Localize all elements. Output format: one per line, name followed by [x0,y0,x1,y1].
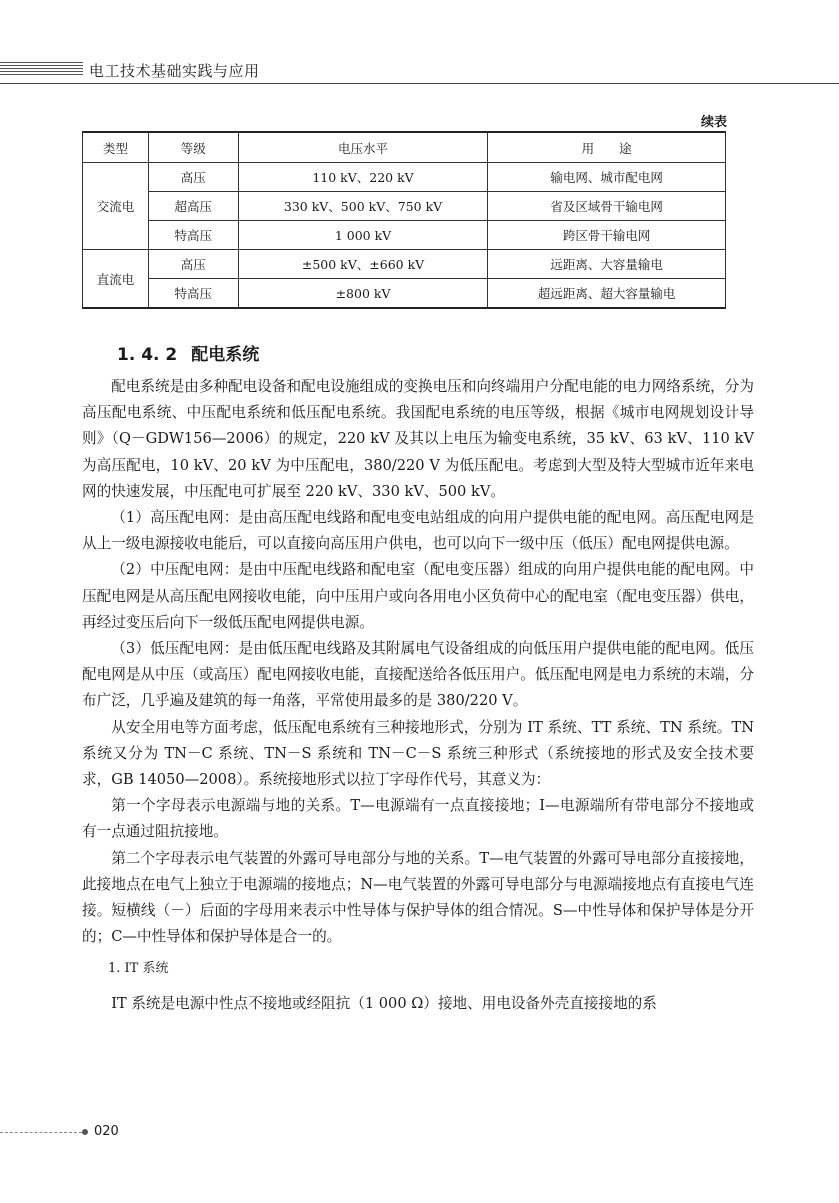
voltage-cell: ±500 kV、±660 kV [238,250,488,279]
subheading: 1. IT 系统 [108,961,169,977]
paragraph: （1）高压配电网：是由高压配电线路和配电变电站组成的向用户提供电能的配电网。高压配电网是从上一级电源接收电能后，可以直接向高压用户供电，也可以向下一级中压（低压）配电网提供电源。 [82,509,754,553]
use-cell: 跨区骨干输电网 [488,221,726,250]
use-cell: 远距离、大容量输电 [488,250,726,279]
paragraph: 第一个字母表示电源端与地的关系。T—电源端有一点直接接地；I—电源端所有带电部分不接地或有一点通过阻抗接地。 [82,797,754,841]
voltage-cell: 110 kV、220 kV [238,163,488,192]
footer-dashed-line [0,1132,82,1133]
paragraph: （3）低压配电网：是由低压配电线路及其附属电气设备组成的向低压用户提供电能的配电网。低压配电网是从中压（或高压）配电网接收电能，直接配送给各低压用户。低压配电网是电力系统的末端，分布广泛，几乎遍及建筑的每一角落，平常使用最多的是 380/220 V。 [82,640,754,710]
column-header-type: 类型 [83,132,149,163]
type-cell-ac: 交流电 [83,163,149,250]
table-row [83,163,726,192]
voltage-cell: 330 kV、500 kV、750 kV [238,192,488,221]
column-header-use: 用 途 [488,132,726,163]
voltage-cell: ±800 kV [238,279,488,309]
page-footer [0,1124,140,1140]
column-header-voltage: 电压水平 [238,132,488,163]
section-number: 1. 4. 2 [117,345,178,365]
use-cell: 超远距离、超大容量输电 [488,279,726,309]
paragraph: （2）中压配电网：是由中压配电线路和配电室（配电变压器）组成的向用户提供电能的配电网。中压配电网是从高压配电网接收电能，向中压用户或向各用电小区负荷中心的配电室（配电变压器）供电，再经过变压后向下一级低压配电网提供电源。 [82,561,754,631]
page-number: 020 [94,1124,119,1139]
table-continued-label: 续表 [700,115,727,130]
header-decoration [0,62,83,78]
level-cell: 特高压 [148,221,238,250]
paragraph: 第二个字母表示电气装置的外露可导电部分与地的关系。T—电气装置的外露可导电部分直接接地，此接地点在电气上独立于电源端的接地点；N—电气装置的外露可导电部分与电源端接地点有直接电气连接。短横线（－）后面的字母用来表示中性导体与保护导体的组合情况。S—中性导体和保护导体是分开的；C—中性导体和保护导体是合一的。 [82,849,754,946]
voltage-level-table [82,131,726,309]
footer-dot-icon [82,1129,88,1135]
header-rule [0,83,839,84]
type-cell-dc: 直流电 [83,250,149,309]
use-cell: 输电网、城市配电网 [488,163,726,192]
paragraph: 配电系统是由多种配电设备和配电设施组成的变换电压和向终端用户分配电能的电力网络系统，分为高压配电系统、中压配电系统和低压配电系统。我国配电系统的电压等级，根据《城市电网规划设计导则》（Q－GDW156—2006）的规定，220 kV 及其以上电压为输变电系统，35 kV、63 kV、110 kV 为高压配电，10 kV、20 kV 为中压配电，380/220 V 为低压配电。考虑到大型及特大型城市近年来电网的快速发展，中压配电可扩展至 220 kV、330 kV、500 kV。 [82,378,754,500]
table-row [83,250,726,279]
body-text [82,374,754,1017]
table-row [83,221,726,250]
table-row [83,279,726,309]
section-heading [117,340,259,365]
book-title: 电工技术基础实践与应用 [89,62,260,80]
paragraph: 从安全用电等方面考虑，低压配电系统有三种接地形式，分别为 IT 系统、TT 系统、TN 系统。TN 系统又分为 TN－C 系统、TN－S 系统和 TN－C－S 系统三种形式（系统接地的形式及安全技术要求，GB 14050—2008）。系统接地形式以拉丁字母作代号，其意义为： [82,718,754,789]
level-cell: 高压 [148,163,238,192]
use-cell: 省及区域骨干输电网 [488,192,726,221]
voltage-cell: 1 000 kV [238,221,488,250]
level-cell: 高压 [148,250,238,279]
table-header-row [83,132,726,163]
level-cell: 特高压 [148,279,238,309]
paragraph: IT 系统是电源中性点不接地或经阻抗（1 000 Ω）接地、用电设备外壳直接接地的系 [111,994,657,1012]
section-title: 配电系统 [191,345,260,365]
table-row [83,192,726,221]
column-header-level: 等级 [148,132,238,163]
level-cell: 超高压 [148,192,238,221]
